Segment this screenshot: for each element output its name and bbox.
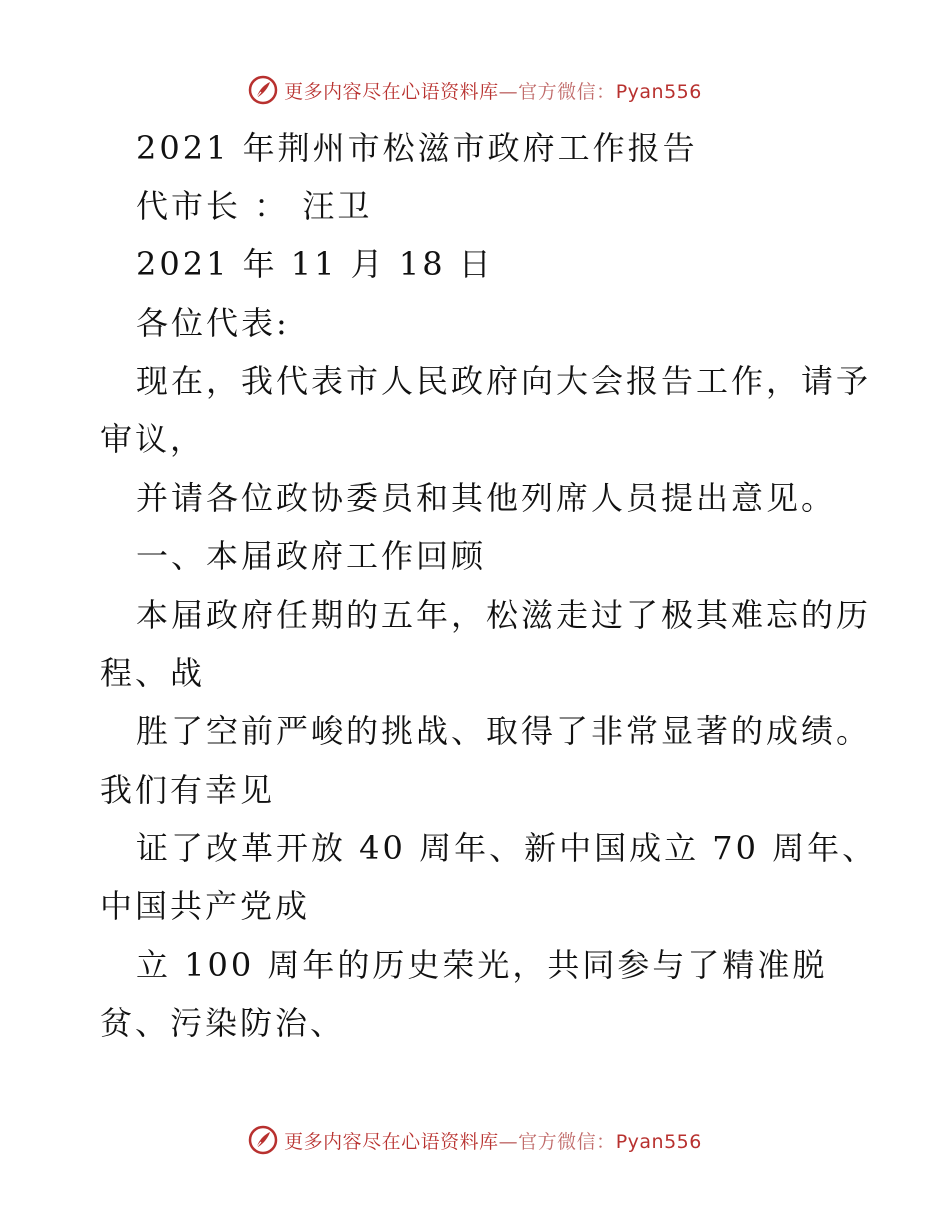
watermark-banner-bottom	[0, 1118, 950, 1162]
feather-pen-logo-icon	[248, 1125, 278, 1155]
paragraph-line: 证了改革开放 40 周年、新中国成立 70 周年、	[136, 829, 878, 867]
paragraph-line: 立 100 周年的历史荣光，共同参与了精准脱	[136, 946, 828, 984]
paragraph-line: 本届政府任期的五年，松滋走过了极其难忘的历	[136, 596, 872, 634]
watermark-text: 更多内容尽在心语资料库—官方微信：Pyan556	[284, 1130, 702, 1153]
salutation: 各位代表:	[136, 304, 290, 342]
section-heading: 一、本届政府工作回顾	[136, 537, 487, 575]
paragraph-line: 贫、污染防治、	[100, 1004, 346, 1042]
paragraph-line: 现在，我代表市人民政府向大会报告工作，请予	[136, 362, 872, 400]
speaker-line: 代市长 ： 汪卫	[136, 187, 373, 225]
paragraph-line: 胜了空前严峻的挑战、取得了非常显著的成绩。	[136, 712, 872, 750]
watermark-text: 更多内容尽在心语资料库—官方微信：Pyan556	[284, 80, 702, 103]
paragraph-line: 中国共产党成	[100, 887, 311, 925]
paragraph-line: 审议，	[100, 420, 206, 458]
document-title: 2021 年荆州市松滋市政府工作报告	[136, 129, 698, 167]
date-line: 2021 年 11 月 18 日	[136, 245, 494, 283]
paragraph-line: 我们有幸见	[100, 771, 276, 809]
paragraph-line: 并请各位政协委员和其他列席人员提出意见。	[136, 479, 837, 517]
feather-pen-logo-icon	[248, 75, 278, 105]
watermark-banner-top	[0, 68, 950, 112]
paragraph-line: 程、战	[100, 654, 206, 692]
